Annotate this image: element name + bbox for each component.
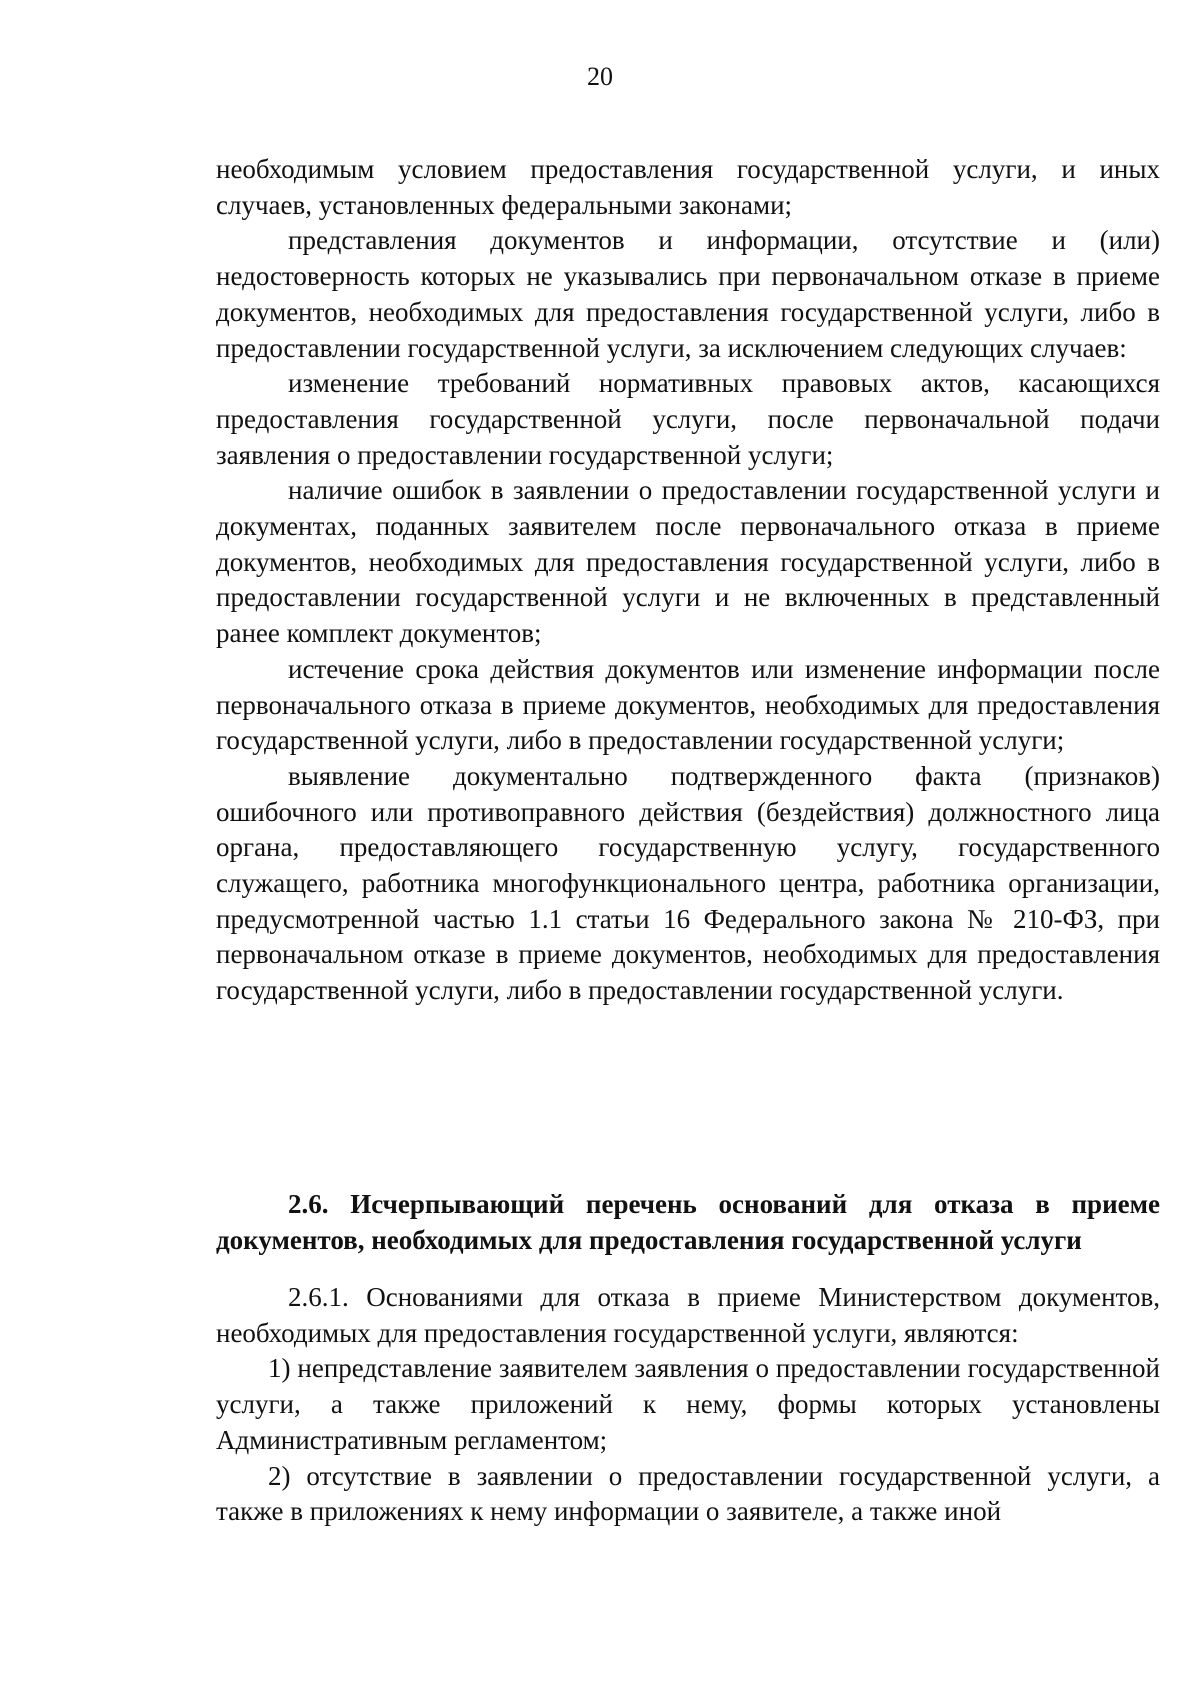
- body-text-bottom: [216, 1280, 1160, 1530]
- list-item: 2) отсутствие в заявлении о предоставлении государственной услуги, а также в приложениях к нему информации о заявителе, а также иной: [216, 1460, 1160, 1527]
- paragraph: изменение требований нормативных правовых актов, касающихся предоставления государственной услуги, после первоначальной подачи заявления о предоставлении государственной услуги;: [216, 368, 1160, 470]
- section-heading: 2.6. Исчерпывающий перечень оснований для отказа в приеме документов, необходимых для предоставления государственной услуги: [216, 1189, 1160, 1255]
- paragraph: необходимым условием предоставления государственной услуги, и иных случаев, установленных федеральными законами;: [216, 154, 1160, 220]
- body-text-top: [216, 152, 1160, 1009]
- list-item: 1) непредставление заявителем заявления о предоставлении государственной услуги, а также приложений к нему, формы которых установлены Административным регламентом;: [216, 1353, 1160, 1455]
- paragraph: наличие ошибок в заявлении о предоставлении государственной услуги и документах, поданных заявителем после первоначального отказа в приеме документов, необходимых для предоставления государственной услуги, либо в предоставлении государственной услуги и не включенных в представленный ранее комплект документов;: [216, 475, 1160, 649]
- page-number: 20: [587, 62, 613, 91]
- paragraph: представления документов и информации, отсутствие и (или) недостоверность которых не указывались при первоначальном отказе в приеме документов, необходимых для предоставления государственной услуги, либо в предоставлении государственной услуги, за исключением следующих случаев:: [216, 225, 1160, 363]
- paragraph: истечение срока действия документов или изменение информации после первоначального отказа в приеме документов, необходимых для предоставления государственной услуги, либо в предоставлении государственной услуги;: [216, 653, 1160, 756]
- paragraph: 2.6.1. Основаниями для отказа в приеме Министерством документов, необходимых для предоставления государственной услуги, являются:: [216, 1282, 1160, 1348]
- paragraph: выявление документально подтвержденного факта (признаков) ошибочного или противоправного действия (бездействия) должностного лица органа, предоставляющего государственную услугу, государственного служащего, работника многофункционального центра, работника организации, предусмотренной частью 1.1 статьи 16 Федерального закона № 210-ФЗ, при первоначальном отказе в приеме документов, необходимых для предоставления государственной услуги, либо в предоставлении государственной услуги.: [216, 760, 1160, 1006]
